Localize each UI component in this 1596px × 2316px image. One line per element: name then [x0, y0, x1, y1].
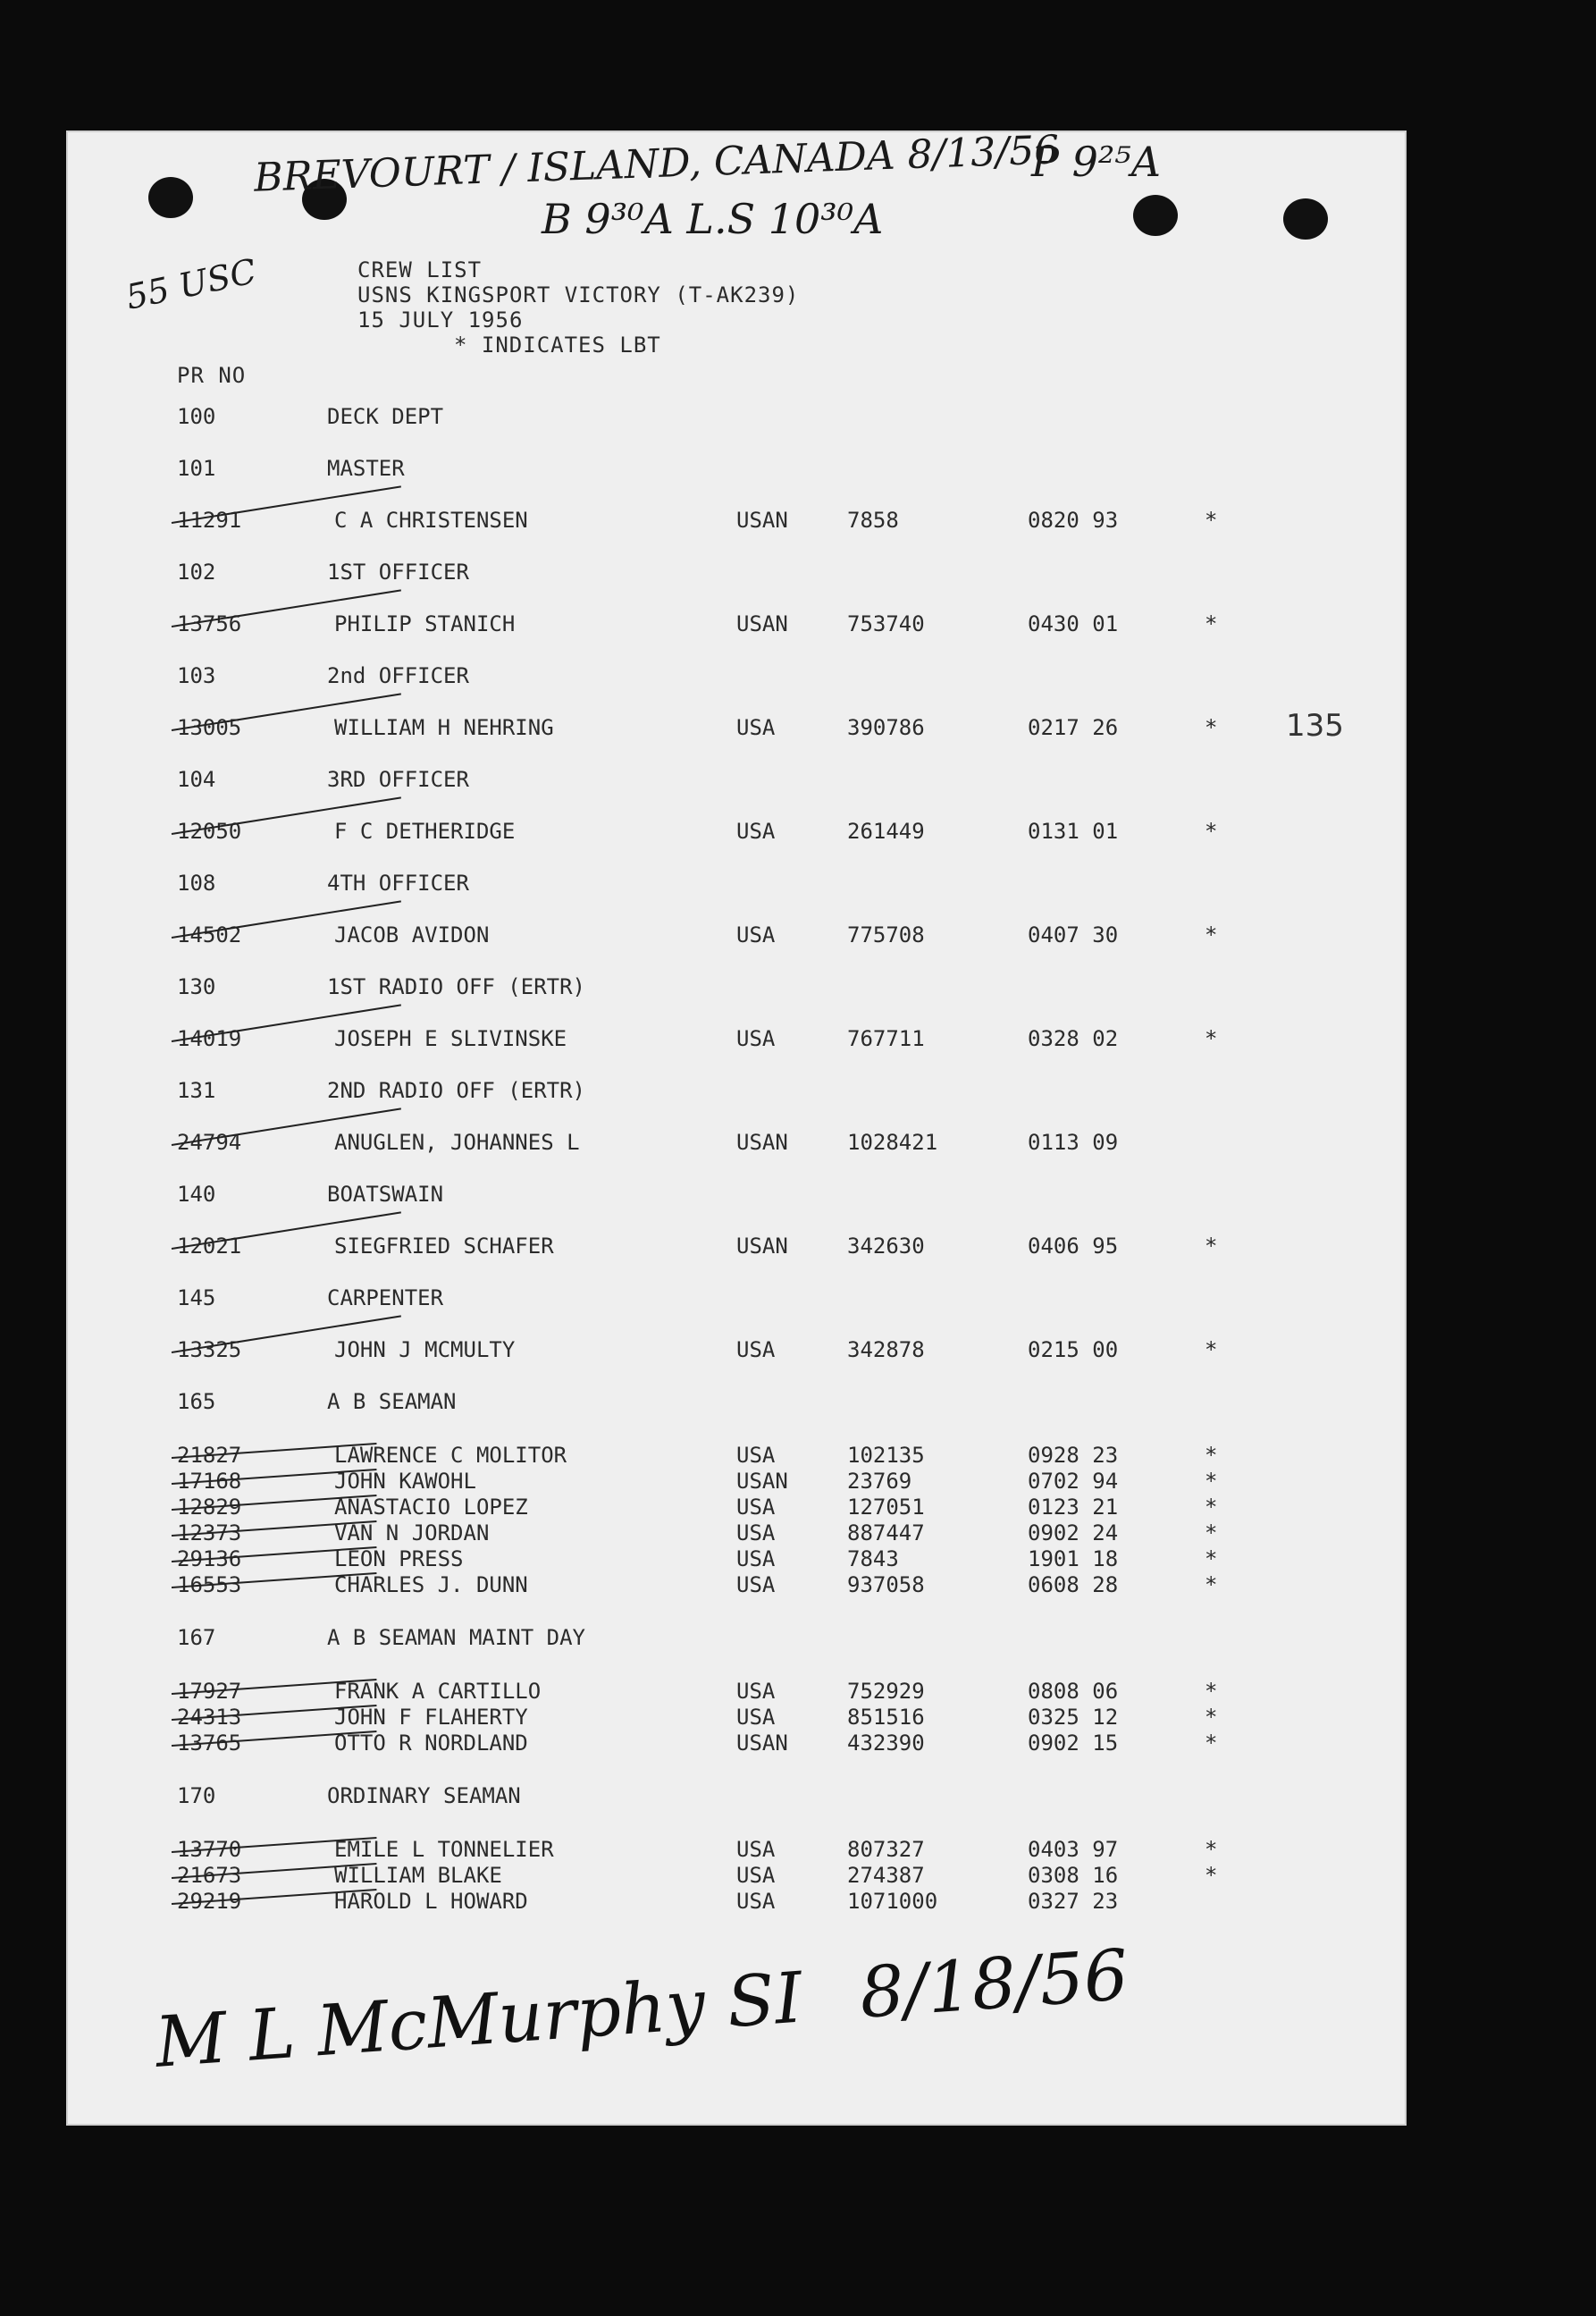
crew-name: EMILE L TONNELIER [334, 1837, 554, 1862]
section-title: BOATSWAIN [327, 1182, 444, 1207]
crew-row [66, 1889, 1407, 1916]
crew-pr-no: 29219 [177, 1889, 242, 1914]
crew-id-number: 342630 [847, 1234, 925, 1259]
crew-row [66, 1234, 1407, 1260]
ship-name: USNS KINGSPORT VICTORY (T-AK239) [357, 282, 800, 307]
section-title: 1ST OFFICER [327, 560, 469, 585]
handwritten-time-right: P 9²⁵A [1031, 138, 1161, 186]
crew-id-number: 102135 [847, 1443, 925, 1468]
crew-pr-no: 13005 [177, 715, 242, 740]
crew-citizenship: USA [736, 1026, 776, 1051]
section-title: 2nd OFFICER [327, 663, 469, 688]
crew-citizenship: USA [736, 1337, 776, 1362]
crew-id-number: 775708 [847, 922, 925, 947]
lbt-marker: * [1205, 1520, 1218, 1545]
crew-citizenship: USA [736, 1495, 776, 1520]
crew-row [66, 1572, 1407, 1599]
crew-row [66, 1679, 1407, 1705]
crew-pr-no: 21673 [177, 1863, 242, 1888]
crew-name: FRANK A CARTILLO [334, 1679, 542, 1704]
crew-code: 0608 28 [1028, 1572, 1119, 1597]
crew-row [66, 1469, 1407, 1495]
crew-name: OTTO R NORDLAND [334, 1731, 528, 1756]
section-title: ORDINARY SEAMAN [327, 1783, 521, 1808]
crew-citizenship: USA [736, 1705, 776, 1730]
crew-pr-no: 12829 [177, 1495, 242, 1520]
section-title: MASTER [327, 456, 405, 481]
crew-name: SIEGFRIED SCHAFER [334, 1234, 554, 1259]
crew-name: JOHN J MCMULTY [334, 1337, 516, 1362]
section-code: 131 [177, 1078, 216, 1103]
crew-citizenship: USAN [736, 1234, 788, 1259]
crew-name: ANUGLEN, JOHANNES L [334, 1130, 580, 1155]
section-code: 102 [177, 560, 216, 585]
crew-pr-no: 21827 [177, 1443, 242, 1468]
crew-row [66, 1520, 1407, 1547]
section-code: 170 [177, 1783, 216, 1808]
section-header [66, 767, 1407, 794]
section-code: 165 [177, 1389, 216, 1414]
lbt-marker: * [1205, 1837, 1218, 1862]
handwritten-times: B 9³⁰A L.S 10³⁰A [542, 195, 884, 243]
signature-date: 8/18/56 [857, 1935, 1131, 2034]
crew-pr-no: 14502 [177, 922, 242, 947]
crew-row [66, 1705, 1407, 1731]
lbt-legend: * INDICATES LBT [454, 333, 661, 358]
crew-name: F C DETHERIDGE [334, 819, 516, 844]
crew-citizenship: USA [736, 1443, 776, 1468]
lbt-marker: * [1205, 922, 1218, 947]
signature [153, 1935, 1131, 2084]
crew-pr-no: 12021 [177, 1234, 242, 1259]
document-page [66, 127, 1407, 2126]
lbt-marker: * [1205, 1705, 1218, 1730]
lbt-marker: * [1205, 1572, 1218, 1597]
punch-hole [1133, 195, 1178, 236]
crew-name: PHILIP STANICH [334, 611, 516, 636]
crew-name: JOSEPH E SLIVINSKE [334, 1026, 567, 1051]
section-code: 167 [177, 1625, 216, 1650]
handwritten-location: BREVOURT / ISLAND, CANADA 8/13/56 [253, 127, 1060, 201]
crew-code: 0325 12 [1028, 1705, 1119, 1730]
handwritten-margin-note: 55 USC [122, 251, 260, 317]
section-header [66, 1182, 1407, 1209]
crew-id-number: 753740 [847, 611, 925, 636]
crew-citizenship: USAN [736, 508, 788, 533]
section-header [66, 1285, 1407, 1312]
pr-no-label: PR NO [177, 363, 247, 388]
crew-pr-no: 13325 [177, 1337, 242, 1362]
crew-id-number: 7843 [847, 1546, 899, 1571]
crew-code: 0808 06 [1028, 1679, 1119, 1704]
crew-pr-no: 24313 [177, 1705, 242, 1730]
crew-citizenship: USA [736, 1889, 776, 1914]
crew-code: 1901 18 [1028, 1546, 1119, 1571]
crew-pr-no: 16553 [177, 1572, 242, 1597]
crew-code: 0215 00 [1028, 1337, 1119, 1362]
section-header [66, 1625, 1407, 1652]
crew-row [66, 1546, 1407, 1573]
lbt-marker: * [1205, 1546, 1218, 1571]
crew-id-number: 851516 [847, 1705, 925, 1730]
section-code: 108 [177, 871, 216, 896]
section-title: A B SEAMAN MAINT DAY [327, 1625, 585, 1650]
lbt-marker: * [1205, 611, 1218, 636]
punch-hole [1283, 198, 1328, 240]
crew-row [66, 715, 1407, 742]
crew-id-number: 1071000 [847, 1889, 938, 1914]
lbt-marker: * [1205, 1337, 1218, 1362]
crew-pr-no: 12373 [177, 1520, 242, 1545]
crew-pr-no: 11291 [177, 508, 242, 533]
crew-code: 0902 24 [1028, 1520, 1119, 1545]
section-code: 101 [177, 456, 216, 481]
section-title: 1ST RADIO OFF (ERTR) [327, 974, 585, 999]
crew-citizenship: USA [736, 1572, 776, 1597]
crew-row [66, 1130, 1407, 1157]
crew-row [66, 922, 1407, 949]
crew-pr-no: 24794 [177, 1130, 242, 1155]
crew-list-title: CREW LIST [357, 257, 483, 282]
section-header [66, 1078, 1407, 1105]
crew-name: LAWRENCE C MOLITOR [334, 1443, 567, 1468]
crew-pr-no: 17927 [177, 1679, 242, 1704]
crew-row [66, 611, 1407, 638]
crew-name: LEON PRESS [334, 1546, 464, 1571]
section-header [66, 404, 1407, 431]
list-date: 15 JULY 1956 [357, 307, 524, 333]
crew-code: 0217 26 [1028, 715, 1119, 740]
crew-citizenship: USA [736, 1546, 776, 1571]
section-code: 145 [177, 1285, 216, 1310]
crew-name: JOHN KAWOHL [334, 1469, 476, 1494]
crew-code: 0820 93 [1028, 508, 1119, 533]
crew-citizenship: USAN [736, 1731, 788, 1756]
crew-id-number: 23769 [847, 1469, 912, 1494]
section-header [66, 560, 1407, 586]
crew-row [66, 1495, 1407, 1521]
crew-citizenship: USA [736, 1520, 776, 1545]
section-code: 104 [177, 767, 216, 792]
crew-pr-no: 13756 [177, 611, 242, 636]
crew-citizenship: USAN [736, 1130, 788, 1155]
crew-name: WILLIAM BLAKE [334, 1863, 502, 1888]
lbt-marker: * [1205, 1469, 1218, 1494]
crew-id-number: 7858 [847, 508, 899, 533]
lbt-marker: * [1205, 1863, 1218, 1888]
crew-pr-no: 14019 [177, 1026, 242, 1051]
crew-row [66, 1026, 1407, 1053]
crew-code: 0430 01 [1028, 611, 1119, 636]
crew-citizenship: USAN [736, 1469, 788, 1494]
section-title: 2ND RADIO OFF (ERTR) [327, 1078, 585, 1103]
page-number: 135 [1286, 708, 1344, 744]
crew-id-number: 432390 [847, 1731, 925, 1756]
crew-name: JOHN F FLAHERTY [334, 1705, 528, 1730]
section-header [66, 974, 1407, 1001]
crew-pr-no: 13770 [177, 1837, 242, 1862]
crew-code: 0702 94 [1028, 1469, 1119, 1494]
crew-pr-no: 29136 [177, 1546, 242, 1571]
crew-citizenship: USA [736, 1679, 776, 1704]
crew-citizenship: USA [736, 922, 776, 947]
crew-id-number: 274387 [847, 1863, 925, 1888]
section-title: A B SEAMAN [327, 1389, 457, 1414]
crew-code: 0407 30 [1028, 922, 1119, 947]
crew-row [66, 1837, 1407, 1864]
lbt-marker: * [1205, 1495, 1218, 1520]
crew-id-number: 127051 [847, 1495, 925, 1520]
lbt-marker: * [1205, 1234, 1218, 1259]
crew-citizenship: USAN [736, 611, 788, 636]
lbt-marker: * [1205, 508, 1218, 533]
crew-name: ANASTACIO LOPEZ [334, 1495, 528, 1520]
section-code: 140 [177, 1182, 216, 1207]
section-title: DECK DEPT [327, 404, 444, 429]
crew-name: HAROLD L HOWARD [334, 1889, 528, 1914]
crew-row [66, 1443, 1407, 1470]
crew-code: 0928 23 [1028, 1443, 1119, 1468]
lbt-marker: * [1205, 1443, 1218, 1468]
crew-row [66, 1337, 1407, 1364]
lbt-marker: * [1205, 819, 1218, 844]
signature-name: M L McMurphy SI [152, 1958, 805, 2084]
section-code: 130 [177, 974, 216, 999]
crew-row [66, 819, 1407, 846]
crew-id-number: 1028421 [847, 1130, 938, 1155]
crew-id-number: 390786 [847, 715, 925, 740]
crew-pr-no: 12050 [177, 819, 242, 844]
crew-code: 0403 97 [1028, 1837, 1119, 1862]
lbt-marker: * [1205, 1679, 1218, 1704]
section-code: 100 [177, 404, 216, 429]
lbt-marker: * [1205, 1026, 1218, 1051]
crew-name: CHARLES J. DUNN [334, 1572, 528, 1597]
crew-name: JACOB AVIDON [334, 922, 490, 947]
section-header [66, 1783, 1407, 1810]
crew-code: 0123 21 [1028, 1495, 1119, 1520]
section-header [66, 456, 1407, 483]
section-header [66, 871, 1407, 897]
section-title: 3RD OFFICER [327, 767, 469, 792]
crew-code: 0113 09 [1028, 1130, 1119, 1155]
section-title: 4TH OFFICER [327, 871, 469, 896]
crew-row [66, 508, 1407, 535]
section-header [66, 663, 1407, 690]
crew-code: 0328 02 [1028, 1026, 1119, 1051]
section-title: CARPENTER [327, 1285, 444, 1310]
crew-citizenship: USA [736, 715, 776, 740]
crew-citizenship: USA [736, 819, 776, 844]
crew-name: WILLIAM H NEHRING [334, 715, 554, 740]
lbt-marker: * [1205, 715, 1218, 740]
crew-id-number: 807327 [847, 1837, 925, 1862]
crew-row [66, 1863, 1407, 1890]
punch-hole [148, 177, 193, 218]
crew-name: VAN N JORDAN [334, 1520, 490, 1545]
section-header [66, 1389, 1407, 1416]
crew-code: 0131 01 [1028, 819, 1119, 844]
crew-id-number: 887447 [847, 1520, 925, 1545]
crew-id-number: 261449 [847, 819, 925, 844]
crew-id-number: 937058 [847, 1572, 925, 1597]
crew-citizenship: USA [736, 1863, 776, 1888]
crew-id-number: 767711 [847, 1026, 925, 1051]
crew-citizenship: USA [736, 1837, 776, 1862]
crew-code: 0327 23 [1028, 1889, 1119, 1914]
section-code: 103 [177, 663, 216, 688]
crew-name: C A CHRISTENSEN [334, 508, 528, 533]
crew-row [66, 1731, 1407, 1757]
crew-code: 0308 16 [1028, 1863, 1119, 1888]
crew-id-number: 342878 [847, 1337, 925, 1362]
crew-pr-no: 13765 [177, 1731, 242, 1756]
crew-pr-no: 17168 [177, 1469, 242, 1494]
crew-code: 0902 15 [1028, 1731, 1119, 1756]
crew-id-number: 752929 [847, 1679, 925, 1704]
lbt-marker: * [1205, 1731, 1218, 1756]
crew-code: 0406 95 [1028, 1234, 1119, 1259]
